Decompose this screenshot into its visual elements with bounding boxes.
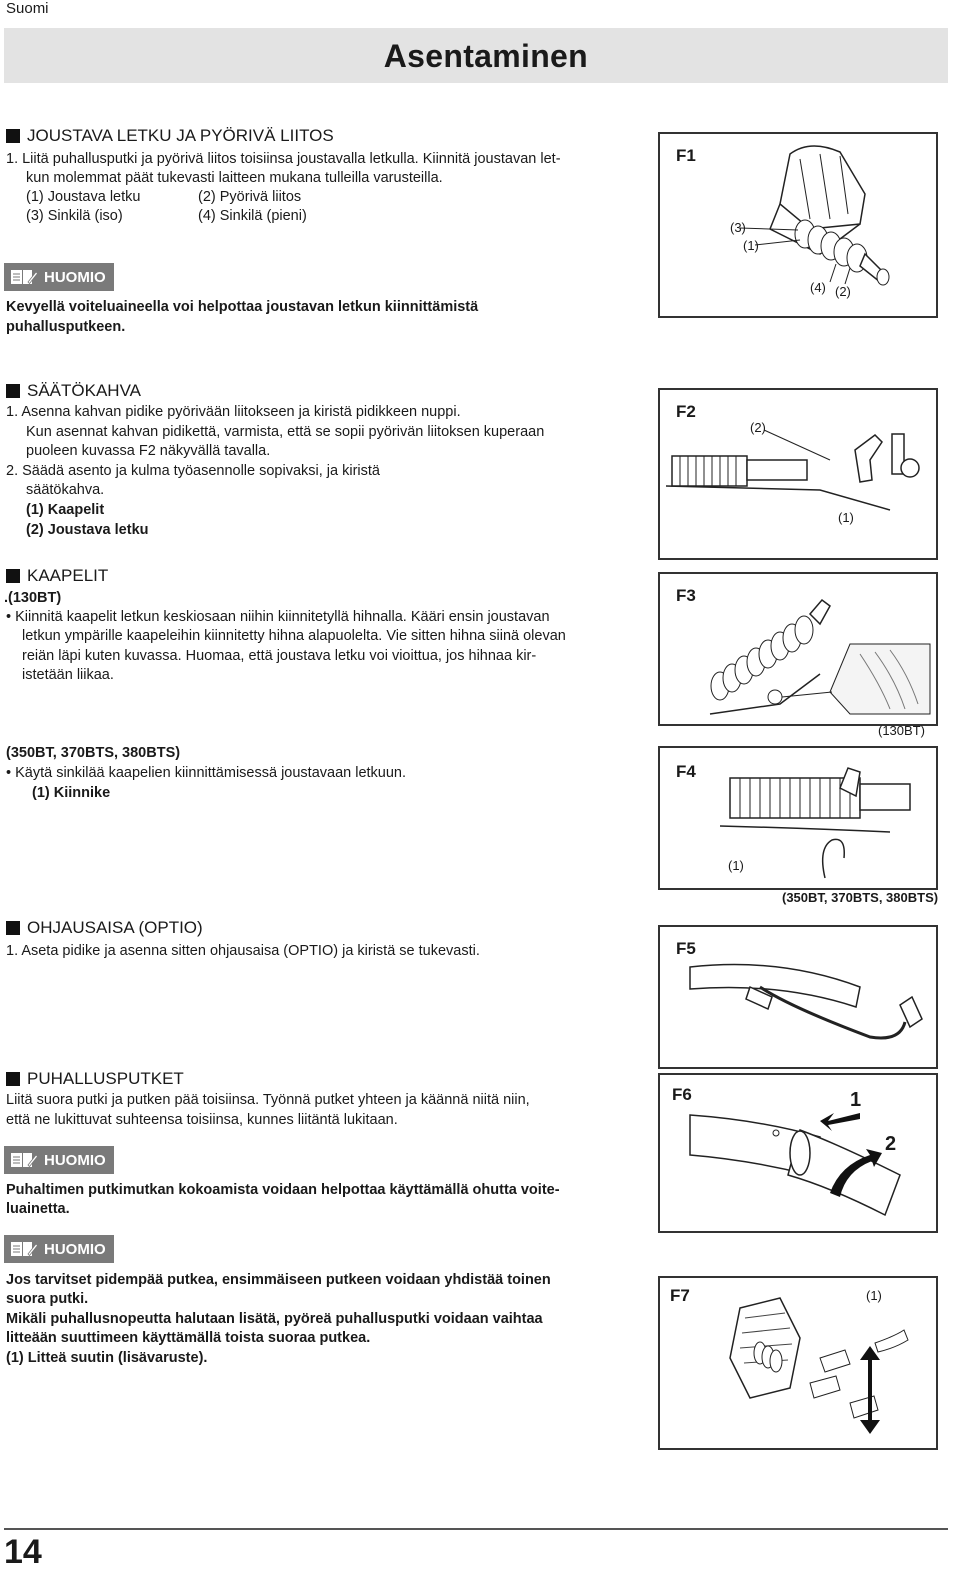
heading-text: SÄÄTÖKAHVA [27, 381, 141, 400]
note-label: HUOMIO [44, 268, 106, 286]
figure-label: F1 [676, 146, 696, 165]
s5-line1: Liitä suora putki ja putken pää toisiinsa. Työnnä putket yhteen ja käännä niitä niin, [6, 1092, 530, 1108]
s3-sub2: (350BT, 370BTS, 380BTS) [6, 745, 181, 761]
note-badge [4, 1146, 114, 1174]
s2-item-2: (2) Joustava letku [26, 522, 149, 538]
bullet-square-icon [6, 569, 20, 583]
s4-line: 1. Aseta pidike ja asenna sitten ohjausaisa (OPTIO) ja kiristä se tukevasti. [6, 943, 480, 959]
s5-note1-line2: luainetta. [6, 1201, 70, 1217]
f1-callout-2: (2) [835, 284, 851, 299]
note-badge [4, 1235, 114, 1263]
s5-note1-line1: Puhaltimen putkimutkan kokoamista voidaan helpottaa käyttämällä ohutta voite- [6, 1182, 560, 1198]
f2-callout-1: (1) [838, 510, 854, 525]
f1-callout-1: (1) [743, 238, 759, 253]
section-heading-cables [6, 566, 108, 586]
note-badge [4, 263, 114, 291]
s2-line1: 1. Asenna kahvan pidike pyörivään liitokseen ja kiristä pidikkeen nuppi. [6, 404, 461, 420]
s2-line5: säätökahva. [26, 482, 105, 498]
page-title: Asentaminen [383, 38, 588, 74]
footer-rule [4, 1528, 948, 1530]
section-heading-adjust-handle [6, 381, 141, 401]
s2-line4: 2. Säädä asento ja kulma työasennolle sopivaksi, ja kiristä [6, 463, 380, 479]
s1-note-line2: puhallusputkeen. [6, 319, 126, 335]
s2-line3: puoleen kuvassa F2 näkyvällä tavalla. [26, 443, 271, 459]
language-label: Suomi [6, 0, 49, 17]
s3-line5: • Käytä sinkilää kaapelien kiinnittämisessä joustavaan letkuun. [6, 765, 407, 781]
s2-item-1: (1) Kaapelit [26, 502, 105, 518]
figure-label: F3 [676, 586, 696, 605]
f1-callout-4: (4) [810, 280, 826, 295]
heading-text: JOUSTAVA LETKU JA PYÖRIVÄ LIITOS [27, 126, 334, 145]
figure-f1 [658, 132, 938, 318]
s1-item-3: (3) Sinkilä (iso) [26, 208, 123, 224]
s1-line1: 1. Liitä puhallusputki ja pyörivä liitos toisiinsa joustavalla letkulla. Kiinnitä joustavan let- [6, 151, 561, 167]
s2-line2: Kun asennat kahvan pidikettä, varmista, että se sopii pyörivän liitoksen kuperaan [26, 424, 545, 440]
s5-line2: että ne lukittuvat suhteensa toisiinsa, kunnes liitäntä lukitaan. [6, 1112, 398, 1128]
section-heading-steering-bar [6, 918, 203, 938]
s5-note2-line4: litteään suuttimeen käyttämällä toista suoraa putkea. [6, 1330, 371, 1346]
figure-label: F6 [672, 1085, 692, 1104]
f6-step-1: 1 [850, 1089, 862, 1111]
s3-line1: • Kiinnitä kaapelit letkun keskiosaan niihin kiinnitetyllä hihnalla. Kääri ensin joustavan [6, 609, 550, 625]
figure-f7 [658, 1276, 938, 1450]
page-number: 14 [4, 1533, 42, 1571]
s5-note2-line1: Jos tarvitset pidempää putkea, ensimmäiseen putkeen voidaan yhdistää toinen [6, 1272, 551, 1288]
note-label: HUOMIO [44, 1151, 106, 1169]
figure-f4 [658, 746, 938, 890]
figure-label: F5 [676, 939, 696, 958]
s3-bold-item: (1) Kiinnike [32, 785, 111, 801]
handle-hose-illustration [660, 390, 936, 558]
figure-f5 [658, 925, 938, 1069]
s1-note-line1: Kevyellä voiteluaineella voi helpottaa joustavan letkun kiinnittämistä [6, 299, 479, 315]
figure-f3 [658, 572, 938, 726]
blower-backpack-illustration [660, 134, 936, 316]
s3-line2: letkun ympärille kaapeleihin kiinnitetty hihna alapuolelta. Vie sitten hihna siinä olevan [22, 628, 566, 644]
figure-label: F4 [676, 762, 696, 781]
s3-line3: reiän läpi kuten kuvassa. Huomaa, että joustava letku voi vioittua, jos hihnaa kir- [22, 648, 537, 664]
bullet-square-icon [6, 1072, 20, 1086]
f4-caption: (350BT, 370BTS, 380BTS) [782, 890, 939, 905]
f2-callout-2: (2) [750, 420, 766, 435]
cable-strap-illustration [660, 574, 936, 724]
figure-f6 [658, 1073, 938, 1233]
clamp-hose-illustration [660, 748, 936, 888]
section-heading-blower-pipes [6, 1069, 184, 1089]
book-pencil-icon [10, 1151, 38, 1169]
s5-note2-line5: (1) Litteä suutin (lisävaruste). [6, 1350, 208, 1366]
bullet-square-icon [6, 129, 20, 143]
s5-note2-line3: Mikäli puhallusnopeutta halutaan lisätä, pyöreä puhallusputki voidaan vaihtaa [6, 1311, 543, 1327]
s1-item-2: (2) Pyörivä liitos [198, 189, 302, 205]
pipes-nozzle-illustration [660, 1278, 936, 1448]
bullet-square-icon [6, 921, 20, 935]
figure-label: F7 [670, 1286, 690, 1305]
book-pencil-icon [10, 1240, 38, 1258]
f6-step-2: 2 [885, 1133, 897, 1155]
s3-sub: .(130BT) [4, 590, 62, 606]
bullet-square-icon [6, 384, 20, 398]
heading-text: OHJAUSAISA (OPTIO) [27, 918, 203, 937]
heading-text: KAAPELIT [27, 566, 109, 585]
note-label: HUOMIO [44, 1240, 106, 1258]
figure-f2 [658, 388, 938, 560]
section-heading-flexible-hose [6, 126, 334, 146]
s1-item-4: (4) Sinkilä (pieni) [198, 208, 307, 224]
s1-line2: kun molemmat päät tukevasti laitteen mukana tulleilla varusteilla. [26, 170, 443, 186]
steering-bar-illustration [660, 927, 936, 1067]
f3-caption: (130BT) [878, 723, 925, 738]
s3-line4: istetään liikaa. [22, 667, 114, 683]
s1-item-1: (1) Joustava letku [26, 189, 141, 205]
f4-callout-1: (1) [728, 858, 744, 873]
heading-text: PUHALLUSPUTKET [27, 1069, 184, 1088]
book-pencil-icon [10, 268, 38, 286]
f7-callout-1: (1) [866, 1288, 882, 1303]
figure-label: F2 [676, 402, 696, 421]
f1-callout-3: (3) [730, 220, 746, 235]
s5-note2-line2: suora putki. [6, 1291, 89, 1307]
